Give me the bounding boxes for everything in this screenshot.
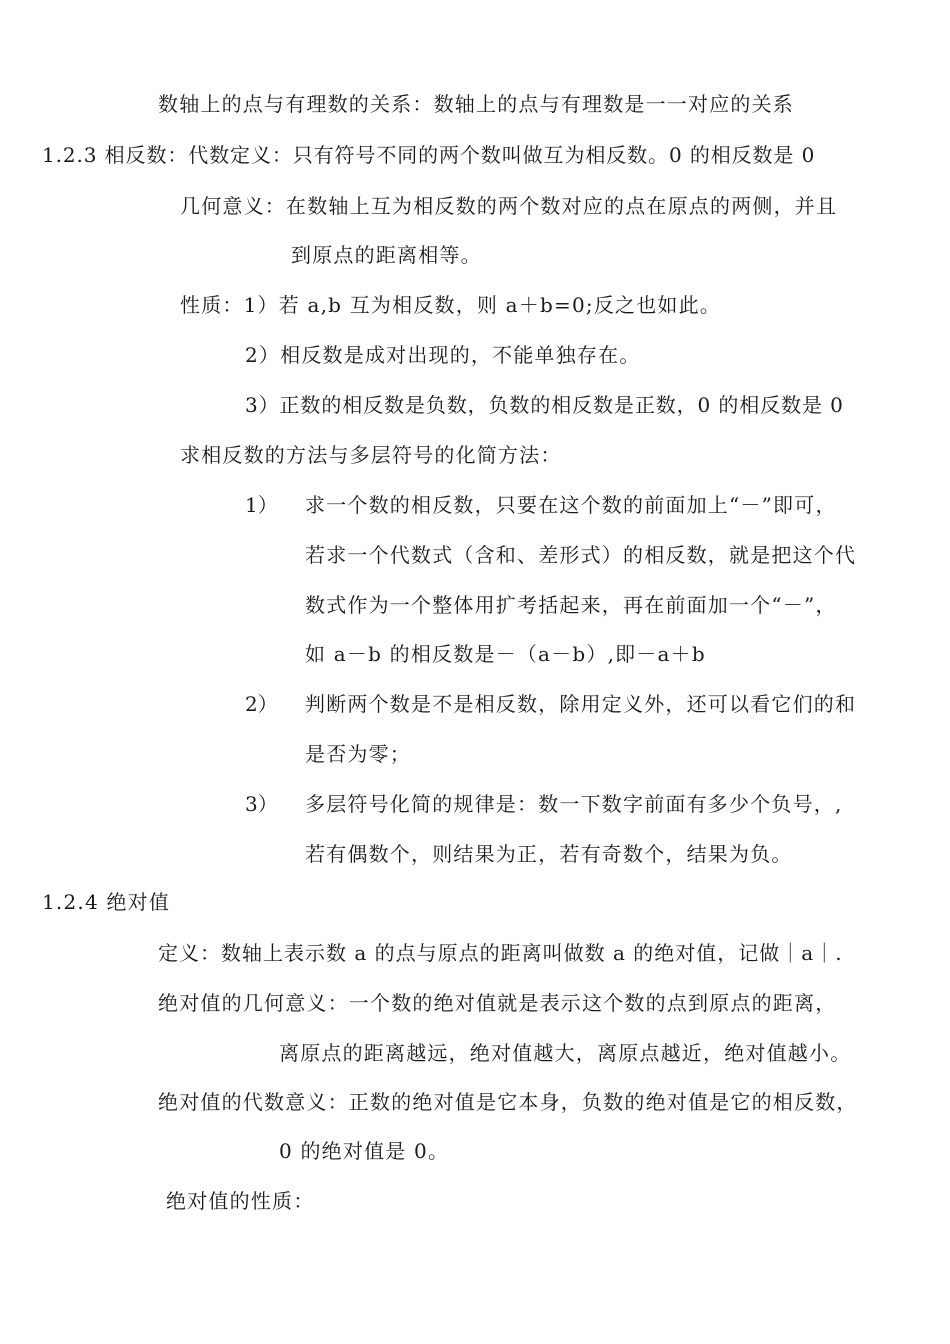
absolute-value-geometric-line-2: 离原点的距离越远，绝对值越大，离原点越近，绝对值越小。 [279,1041,852,1065]
geometric-meaning-line-2: 到原点的距离相等。 [291,243,482,267]
property-2: 2）相反数是成对出现的，不能单独存在。 [245,343,641,367]
method-2-number: 2） [245,692,278,716]
property-3: 3）正数的相反数是负数，负数的相反数是正数，0 的相反数是 0 [245,393,844,417]
section-1-2-3-heading: 1.2.3 相反数：代数定义：只有符号不同的两个数叫做互为相反数。0 的相反数是 0 [42,143,816,167]
method-3-number: 3） [245,792,278,816]
geometric-meaning-line-1: 几何意义：在数轴上互为相反数的两个数对应的点在原点的两侧，并且 [180,194,838,218]
absolute-value-algebraic-line-2: 0 的绝对值是 0。 [279,1139,450,1163]
absolute-value-algebraic-line-1: 绝对值的代数意义：正数的绝对值是它本身，负数的绝对值是它的相反数， [158,1090,858,1114]
method-1-line-4: 如 a－b 的相反数是－（a－b）,即－a＋b [305,642,706,666]
line-number-line-relation: 数轴上的点与有理数的关系：数轴上的点与有理数是一一对应的关系 [158,92,794,116]
method-title: 求相反数的方法与多层符号的化简方法： [180,443,562,467]
absolute-value-definition: 定义：数轴上表示数 a 的点与原点的距离叫做数 a 的绝对值，记做｜a｜. [158,941,843,965]
section-1-2-4-heading: 1.2.4 绝对值 [42,890,171,914]
method-1-line-2: 若求一个代数式（含和、差形式）的相反数，就是把这个代 [305,543,857,567]
method-1-line-1: 求一个数的相反数，只要在这个数的前面加上“－”即可， [305,493,837,517]
property-1: 性质：1）若 a,b 互为相反数，则 a＋b=0;反之也如此。 [180,293,722,317]
method-1-line-3: 数式作为一个整体用扩考括起来，再在前面加一个“－”， [305,593,837,617]
method-2-line-2: 是否为零； [305,742,411,766]
method-3-line-2: 若有偶数个，则结果为正，若有奇数个，结果为负。 [305,842,793,866]
method-2-line-1: 判断两个数是不是相反数，除用定义外，还可以看它们的和 [305,692,857,716]
absolute-value-properties-title: 绝对值的性质： [166,1189,315,1213]
method-1-number: 1） [245,493,278,517]
method-3-line-1: 多层符号化简的规律是：数一下数字前面有多少个负号，, [305,792,843,816]
absolute-value-geometric-line-1: 绝对值的几何意义：一个数的绝对值就是表示这个数的点到原点的距离， [158,991,837,1015]
